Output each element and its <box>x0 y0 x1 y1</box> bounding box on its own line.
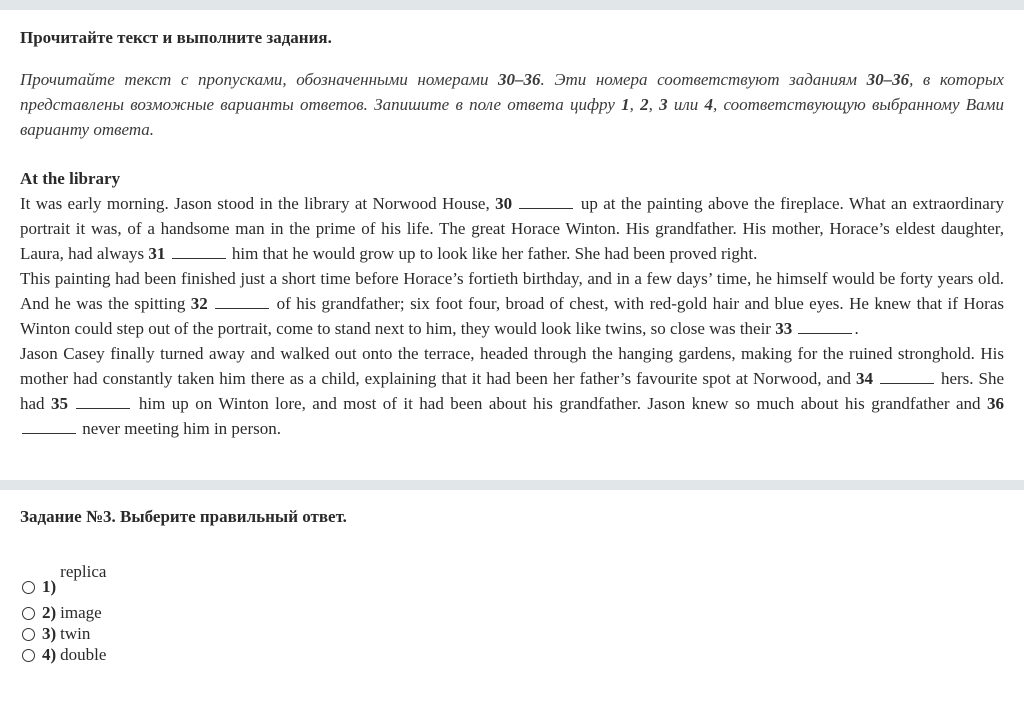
answer-option-2[interactable] <box>20 602 106 623</box>
gap-blank <box>798 319 852 334</box>
passage-paragraph <box>20 341 1004 441</box>
option-label: twin <box>60 624 91 643</box>
gap-blank <box>76 394 130 409</box>
instr-digit: 2 <box>640 95 649 114</box>
instr-text: , соответствующую выбранному Вами варианту ответа. <box>20 95 1005 139</box>
instr-text: , <box>648 95 660 114</box>
instructions <box>20 67 1004 142</box>
question-title: Задание №3. Выберите правильный ответ. <box>20 507 347 526</box>
option-number: 1) <box>42 577 57 596</box>
option-number: 4) <box>42 645 57 664</box>
instr-range: 30–36 <box>866 70 910 89</box>
option-label: replica <box>60 562 107 581</box>
answer-option-4[interactable] <box>20 644 106 665</box>
instr-digit: 3 <box>659 95 668 114</box>
gap-number: 35 <box>51 394 68 413</box>
top-divider <box>0 0 1024 10</box>
option-number: 2) <box>42 603 57 622</box>
text-title: At the library <box>20 169 121 188</box>
section-heading: Прочитайте текст и выполните задания. <box>20 28 332 47</box>
passage-text: of his grandfather; six foot four, broad of chest, with red-gold hair and blue eyes. He knew that if Horas Winton could step out of the portrait, come to stand next to him, they would look like twins, so close was their <box>20 294 1004 338</box>
gap-number: 30 <box>495 194 513 213</box>
radio-button[interactable] <box>22 628 35 641</box>
instr-digit: 1 <box>621 95 630 114</box>
radio-button[interactable] <box>22 581 35 594</box>
reading-section <box>20 28 1004 441</box>
gap-blank <box>215 294 269 309</box>
option-number: 3) <box>42 624 57 643</box>
question-section <box>20 506 1004 528</box>
gap-blank <box>172 244 226 259</box>
passage-text: him up on Winton lore, and most of it had been about his grandfather. Jason knew so much about his grandfather and <box>132 394 987 413</box>
gap-number: 32 <box>190 294 208 313</box>
answer-option-1[interactable] <box>20 560 106 597</box>
answer-options <box>20 560 106 665</box>
gap-number: 33 <box>775 319 793 338</box>
gap-number: 34 <box>855 369 873 388</box>
radio-button[interactable] <box>22 649 35 662</box>
passage-text: Jason Casey finally turned away and walked out onto the terrace, headed through the hanging gardens, making for the ruined stronghold. His mother had constantly taken him there as a child, explaining that it had been her father’s favourite spot at Norwood, and <box>20 344 1004 388</box>
instr-range: 30–36 <box>498 70 541 89</box>
passage-text: up at the painting above the fireplace. What an extraordinary portrait it was, of a handsome man in the prime of his life. The great Horace Winton. His grandfather. His mother, Horace’s eldest daughter, Laura, had always <box>20 194 1005 263</box>
instr-text: , в которых представлены возможные варианты ответов. Запишите в поле ответа цифру <box>20 70 1004 114</box>
passage-paragraph <box>20 191 1004 266</box>
instr-text: , <box>629 95 641 114</box>
passage-text: It was early morning. Jason stood in the library at Norwood House, <box>20 194 496 213</box>
passage-text: never meeting him in person. <box>78 419 282 438</box>
passage-text: This painting had been finished just a short time before Horace’s fortieth birthday, and in a few days’ time, he himself would be forty years old. And he was the spitting <box>20 269 1004 313</box>
radio-button[interactable] <box>22 607 35 620</box>
option-label: double <box>60 645 107 664</box>
gap-blank <box>519 194 573 209</box>
passage-text: him that he would grow up to look like her father. She had been proved right. <box>227 244 758 263</box>
passage-text: hers. She had <box>20 369 1005 413</box>
gap-number: 31 <box>148 244 166 263</box>
passage-paragraph <box>20 266 1004 341</box>
section-divider <box>0 480 1024 490</box>
instr-text: или <box>667 95 705 114</box>
gap-blank <box>880 369 934 384</box>
gap-blank <box>22 419 76 434</box>
option-label: image <box>60 603 102 622</box>
instr-digit: 4 <box>704 95 713 114</box>
instr-text: Прочитайте текст с пропусками, обозначенными номерами <box>20 70 499 89</box>
instr-text: . Эти номера соответствуют заданиям <box>540 70 867 89</box>
gap-number: 36 <box>987 394 1004 413</box>
answer-option-3[interactable] <box>20 623 106 644</box>
passage-text: . <box>854 319 859 338</box>
